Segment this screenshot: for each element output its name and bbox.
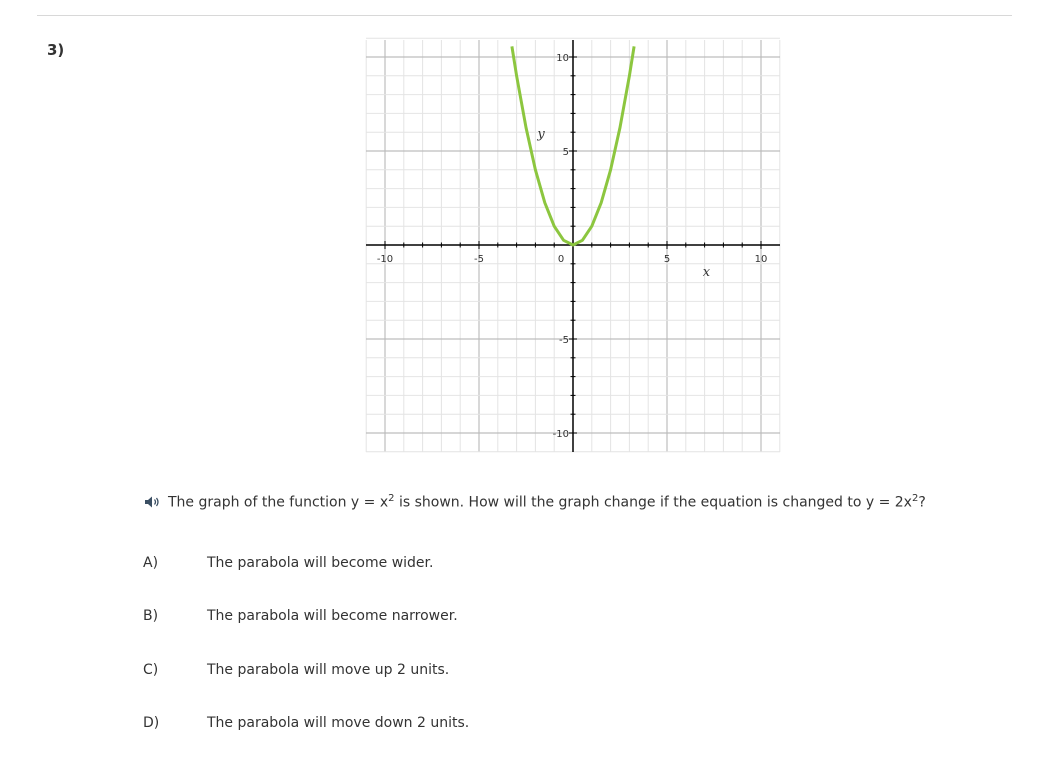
choice-text: The parabola will move down 2 units. (207, 715, 470, 731)
x-tick-label: -10 (376, 254, 394, 265)
y-tick-label: 10 (556, 53, 569, 64)
choice-text: The parabola will move up 2 units. (207, 662, 450, 678)
choice-letter: A) (143, 555, 159, 571)
question-prompt (144, 493, 926, 513)
top-divider (37, 15, 1012, 16)
y-tick-label: 5 (562, 147, 569, 158)
x-tick-label: 10 (754, 254, 768, 265)
y-tick-label: -10 (552, 429, 569, 440)
choice-text: The parabola will become wider. (207, 555, 434, 571)
prompt-exponent-2: 2 (911, 493, 919, 504)
prompt-exponent-1: 2 (388, 493, 395, 504)
choice-letter: D) (143, 715, 160, 731)
x-axis-label: x (702, 265, 711, 280)
question-number: 3) (47, 41, 65, 59)
prompt-text-3: ? (918, 494, 926, 511)
x-tick-label: 5 (663, 254, 671, 265)
x-tick-label: 0 (557, 254, 565, 265)
function-graph (360, 36, 784, 460)
speaker-icon[interactable] (144, 495, 162, 513)
y-tick-label: -5 (559, 335, 569, 346)
prompt-text-1: The graph of the function y = x (168, 494, 389, 511)
graph-svg (360, 36, 784, 456)
choice-letter: B) (143, 608, 159, 624)
y-axis-label: y (537, 126, 545, 142)
x-tick-label: -5 (474, 254, 484, 265)
choice-text: The parabola will become narrower. (207, 608, 458, 624)
choice-letter: C) (143, 662, 159, 678)
prompt-text-2: is shown. How will the graph change if the equation is changed to y = 2x (394, 494, 912, 511)
